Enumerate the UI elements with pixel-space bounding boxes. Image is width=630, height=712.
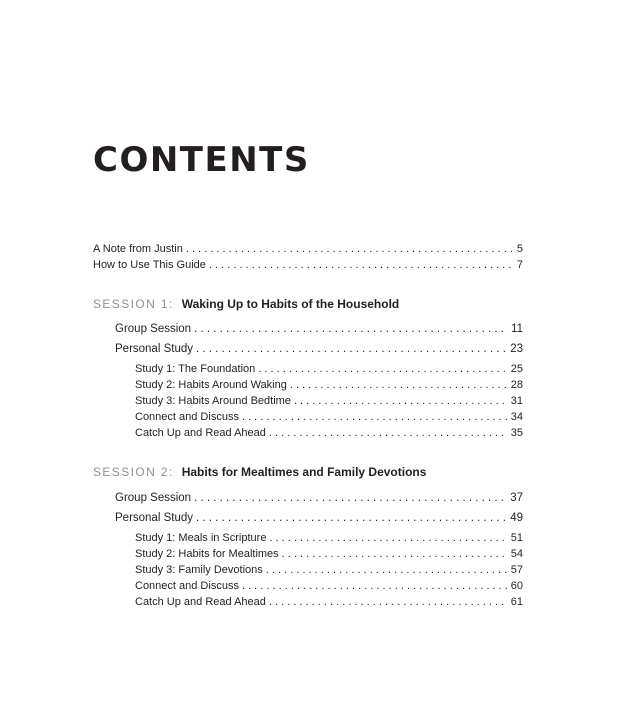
toc-page-number: 25 — [510, 363, 523, 375]
dot-leader — [294, 394, 508, 408]
toc-entry-study[interactable] — [135, 547, 523, 561]
toc-page-number: 11 — [511, 323, 523, 335]
toc-page-number: 35 — [510, 427, 523, 439]
session-title: Habits for Mealtimes and Family Devotions — [181, 465, 427, 479]
toc-entry-study[interactable] — [135, 579, 523, 593]
toc-entry-label: Catch Up and Read Ahead — [135, 596, 266, 608]
dot-leader — [266, 563, 508, 577]
toc-entry-study[interactable] — [135, 362, 523, 376]
toc-page-number: 34 — [510, 411, 523, 423]
toc-page-number: 51 — [510, 532, 523, 544]
toc-entry-label: Personal Study — [115, 343, 193, 355]
toc-entry-personal-study[interactable] — [115, 511, 523, 525]
dot-leader — [269, 531, 507, 545]
toc-page-number: 57 — [510, 564, 523, 576]
session-label: SESSION 1: — [93, 297, 174, 311]
dot-leader — [196, 511, 507, 525]
toc-entry-study[interactable] — [135, 394, 523, 408]
toc-page-number: 7 — [516, 259, 523, 271]
dot-leader — [242, 579, 508, 593]
toc-entry-label: Study 3: Habits Around Bedtime — [135, 395, 291, 407]
toc-page-number: 5 — [516, 243, 523, 255]
toc-entry-personal-study[interactable] — [115, 342, 523, 356]
toc-entry-how-to-use[interactable] — [93, 258, 523, 272]
dot-leader — [242, 410, 508, 424]
dot-leader — [269, 595, 508, 609]
session-2-heading — [93, 465, 426, 479]
toc-entry-group-session[interactable] — [115, 491, 523, 505]
toc-entry-label: Study 2: Habits Around Waking — [135, 379, 287, 391]
toc-entry-label: A Note from Justin — [93, 243, 183, 255]
dot-leader — [258, 362, 507, 376]
toc-entry-label: Catch Up and Read Ahead — [135, 427, 266, 439]
toc-entry-group-session[interactable] — [115, 322, 523, 336]
toc-page-number: 31 — [510, 395, 523, 407]
toc-entry-study[interactable] — [135, 531, 523, 545]
toc-entry-note[interactable] — [93, 242, 523, 256]
toc-entry-study[interactable] — [135, 426, 523, 440]
toc-entry-label: Group Session — [115, 323, 192, 335]
toc-entry-label: Connect and Discuss — [135, 411, 239, 423]
session-1-heading — [93, 297, 399, 311]
dot-leader — [290, 378, 508, 392]
session-label: SESSION 2: — [93, 465, 174, 479]
toc-entry-label: Study 1: The Foundation — [135, 363, 256, 375]
toc-page-number: 60 — [510, 580, 523, 592]
toc-entry-study[interactable] — [135, 563, 523, 577]
session-title: Waking Up to Habits of the Household — [181, 297, 400, 311]
dot-leader — [186, 242, 514, 256]
toc-page-number: 28 — [510, 379, 523, 391]
toc-entry-study[interactable] — [135, 378, 523, 392]
dot-leader — [269, 426, 508, 440]
dot-leader — [282, 547, 508, 561]
toc-entry-study[interactable] — [135, 595, 523, 609]
toc-page-number: 37 — [510, 492, 523, 504]
dot-leader — [196, 342, 507, 356]
toc-page-number: 23 — [510, 343, 523, 355]
toc-entry-label: Study 3: Family Devotions — [135, 564, 263, 576]
dot-leader — [194, 491, 507, 505]
toc-entry-label: Connect and Discuss — [135, 580, 239, 592]
page-title: CONTENTS — [93, 140, 310, 180]
toc-entry-study[interactable] — [135, 410, 523, 424]
dot-leader — [209, 258, 514, 272]
toc-entry-label: Group Session — [115, 492, 192, 504]
toc-entry-label: Study 1: Meals in Scripture — [135, 532, 267, 544]
toc-entry-label: Personal Study — [115, 512, 193, 524]
toc-page-number: 54 — [510, 548, 523, 560]
dot-leader — [194, 322, 508, 336]
toc-page-number: 49 — [510, 512, 523, 524]
toc-entry-label: Study 2: Habits for Mealtimes — [135, 548, 279, 560]
toc-page-number: 61 — [510, 596, 523, 608]
toc-entry-label: How to Use This Guide — [93, 259, 206, 271]
